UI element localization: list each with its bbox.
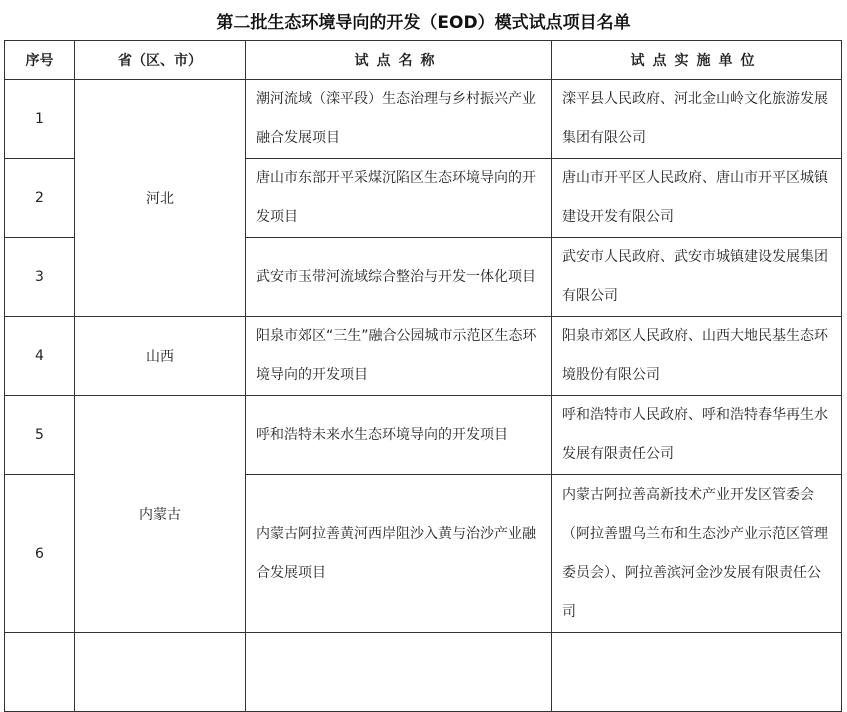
page-title: 第二批生态环境导向的开发（EOD）模式试点项目名单 [216, 13, 631, 33]
row-no: 3 [5, 238, 75, 317]
table-header-row [5, 41, 842, 80]
project-name: 呼和浩特未来水生态环境导向的开发项目 [246, 396, 552, 475]
row-no: 2 [5, 159, 75, 238]
project-name: 唐山市东部开平采煤沉陷区生态环境导向的开发项目 [246, 159, 552, 238]
implementing-unit: 唐山市开平区人民政府、唐山市开平区城镇建设开发有限公司 [552, 159, 842, 238]
table-row-partial [5, 633, 842, 712]
row-no: 5 [5, 396, 75, 475]
implementing-unit: 内蒙古阿拉善高新技术产业开发区管委会（阿拉善盟乌兰布和生态沙产业示范区管理委员会）、阿拉善滨河金沙发展有限责任公司 [552, 475, 842, 633]
province-cell: 内蒙古 [75, 396, 246, 633]
header-unit: 试点实施单位 [552, 41, 842, 80]
project-name: 潮河流域（滦平段）生态治理与乡村振兴产业融合发展项目 [246, 80, 552, 159]
table-row [5, 396, 842, 475]
province-cell: 河北 [75, 80, 246, 317]
header-province: 省（区、市） [75, 41, 246, 80]
row-no: 4 [5, 317, 75, 396]
project-name: 内蒙古阿拉善黄河西岸阻沙入黄与治沙产业融合发展项目 [246, 475, 552, 633]
implementing-unit: 呼和浩特市人民政府、呼和浩特春华再生水发展有限责任公司 [552, 396, 842, 475]
implementing-unit: 阳泉市郊区人民政府、山西大地民基生态环境股份有限公司 [552, 317, 842, 396]
header-no: 序号 [5, 41, 75, 80]
table-row [5, 80, 842, 159]
row-no: 6 [5, 475, 75, 633]
header-name: 试点名称 [246, 41, 552, 80]
project-name: 武安市玉带河流域综合整治与开发一体化项目 [246, 238, 552, 317]
implementing-unit: 武安市人民政府、武安市城镇建设发展集团有限公司 [552, 238, 842, 317]
project-name: 阳泉市郊区“三生”融合公园城市示范区生态环境导向的开发项目 [246, 317, 552, 396]
implementing-unit: 滦平县人民政府、河北金山岭文化旅游发展集团有限公司 [552, 80, 842, 159]
table-row [5, 317, 842, 396]
pilot-project-table [4, 40, 842, 712]
row-no: 1 [5, 80, 75, 159]
province-cell: 山西 [75, 317, 246, 396]
